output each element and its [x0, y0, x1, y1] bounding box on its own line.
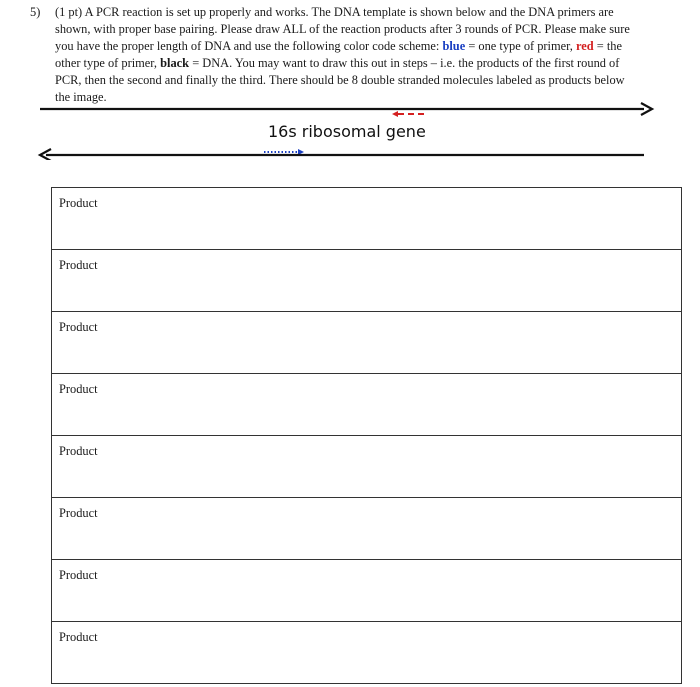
red-primer-arrowhead: [392, 111, 398, 117]
product-label: Product: [59, 258, 98, 272]
product-label: Product: [59, 444, 98, 458]
product-label: Product: [59, 196, 98, 210]
question-text: [55, 4, 642, 106]
product-label: Product: [59, 568, 98, 582]
red-description: = the other type of primer,: [55, 39, 622, 70]
question-5: [30, 4, 642, 106]
blue-description: = one type of primer,: [468, 39, 573, 53]
product-label: Product: [59, 506, 98, 520]
gene-label: 16s ribosomal gene: [268, 122, 426, 141]
product-row-1[interactable]: [52, 188, 681, 250]
question-rest: = DNA. You may want to draw this out in steps – i.e. the products of the first round of PCR, then the second and finally the third. There should be 8 double stranded molecules labeled as products below the image.: [55, 56, 625, 104]
product-row-4[interactable]: [52, 374, 681, 436]
color-word-red: red: [575, 39, 594, 53]
product-row-2[interactable]: [52, 250, 681, 312]
product-row-8[interactable]: [52, 622, 681, 684]
products-table: [51, 187, 682, 684]
product-row-7[interactable]: [52, 560, 681, 622]
color-word-black: black: [160, 56, 190, 70]
color-word-blue: blue: [442, 39, 466, 53]
product-label: Product: [59, 382, 98, 396]
product-label: Product: [59, 630, 98, 644]
question-intro: (1 pt) A PCR reaction is set up properly and works. The DNA template is shown below and the DNA primers are shown, with proper base pairing. Please draw ALL of the reaction products after 3 rounds of PCR. Please make sure you have the proper length of DNA and use the following color code scheme:: [55, 5, 630, 53]
product-row-5[interactable]: [52, 436, 681, 498]
product-label: Product: [59, 320, 98, 334]
question-number: 5): [30, 5, 41, 19]
product-row-6[interactable]: [52, 498, 681, 560]
product-row-3[interactable]: [52, 312, 681, 374]
